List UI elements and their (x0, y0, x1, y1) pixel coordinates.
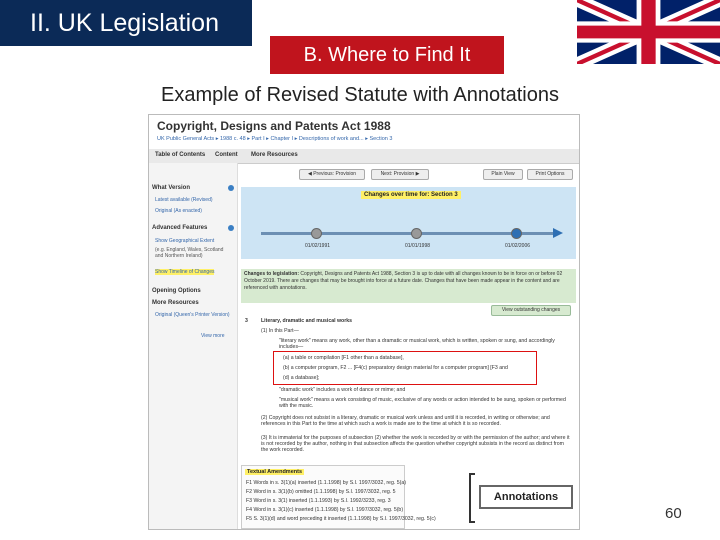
next-provision-button[interactable]: Next: Provision ▶ (371, 169, 429, 180)
breadcrumb[interactable]: UK Public General Acts ▸ 1988 c. 48 ▸ Part I ▸ Chapter I ▸ Descriptions of work and... ▸ Section 3 (157, 136, 393, 142)
section-line: "musical work" means a work consisting of music, exclusive of any words or action intended to be sung, spoken or performed with the music. (279, 397, 566, 409)
section-number: 3 (245, 318, 248, 324)
latest-version-option[interactable]: Latest available (Revised) (155, 197, 213, 203)
section-line: "dramatic work" includes a work of dance or mime; and (279, 387, 406, 393)
union-jack-flag-icon (577, 0, 720, 64)
section-line: (1) In this Part— (261, 328, 299, 334)
changes-to-legislation-panel (241, 269, 576, 303)
tab-content[interactable]: Content (215, 152, 238, 158)
act-title: Copyright, Designs and Patents Act 1988 (157, 119, 391, 133)
tab-more-resources[interactable]: More Resources (251, 152, 298, 158)
more-resources-heading: More Resources (152, 300, 199, 306)
view-outstanding-changes-button[interactable]: View outstanding changes (491, 305, 571, 316)
original-version-option[interactable]: Original (As enacted) (155, 208, 202, 214)
timeline-date: 01/01/1998 (405, 243, 431, 249)
geo-extent-note: (e.g. England, Wales, Scotland and Northern Ireland) (155, 247, 224, 259)
advanced-features-heading: Advanced Features (152, 225, 208, 231)
timeline-point[interactable] (411, 228, 422, 239)
timeline-date: 01/02/1991 (305, 243, 331, 249)
opening-options-heading: Opening Options (152, 288, 201, 294)
show-timeline-option[interactable]: Show Timeline of Changes (155, 269, 215, 275)
amendment-item[interactable]: F1 Words in s. 3(1)(a) inserted (1.1.1998) by S.I. 1997/3032, reg. 5(a) (246, 480, 406, 486)
section-line: (a) a table or compilation [F1 other than a database], (283, 355, 404, 361)
previous-provision-button[interactable]: ◀ Previous: Provision (299, 169, 365, 180)
timeline-point-current[interactable] (511, 228, 522, 239)
tab-table-of-contents[interactable]: Table of Contents (155, 152, 206, 158)
amendment-item[interactable]: F2 Word in s. 3(1)(b) omitted (1.1.1998) by S.I. 1997/3032, reg. 5 (246, 489, 396, 495)
act-header (149, 115, 579, 151)
textual-amendments-box (241, 465, 436, 529)
textual-amendments-heading: Textual Amendments (247, 469, 303, 475)
section-heading: Literary, dramatic and musical works (261, 318, 353, 324)
timeline-point[interactable] (311, 228, 322, 239)
changes-text: Copyright, Designs and Patents Act 1988, Section 3 is up to date with all changes known to be in force on or before 02 October 2019. There are changes that may be brought into force at a future date. Changes that have been made appear in the content and are referenced with annotations. (244, 271, 563, 291)
section-line: (2) Copyright does not subsist in a literary, dramatic or musical work unless and until it is recorded, in writing or otherwise; and references in this Part to the time at which such a work is made are to the time at which it is so recorded. (261, 415, 550, 427)
amendment-item[interactable]: F4 Word in s. 3(1)(c) inserted (1.1.1998) by S.I. 1997/3032, reg. 5(b) (246, 507, 404, 513)
section-line: (3) It is immaterial for the purposes of subsection (2) whether the work is recorded by or with the permission of the author; and where it is not recorded by the author, nothing in that subsection affects the question whether copyright subsists in the record as distinct from the work recorded. (261, 435, 570, 453)
help-icon[interactable] (228, 225, 234, 231)
queens-printer-link[interactable]: Original (Queen's Printer Version) (155, 312, 230, 318)
help-icon[interactable] (228, 185, 234, 191)
slide-subtitle: B. Where to Find It (270, 36, 504, 74)
section-line: (b) a computer program, F2 ... [F4(c) preparatory design material for a computer program] [F3 and (283, 365, 508, 371)
timeline-date: 01/02/2006 (505, 243, 531, 249)
timeline-of-changes (241, 187, 576, 259)
sidebar (149, 163, 238, 529)
plain-view-button[interactable]: Plain View (483, 169, 523, 180)
annotations-callout: Annotations (479, 485, 573, 509)
what-version-heading: What Version (152, 185, 191, 191)
section-line: "literary work" means any work, other than a dramatic or musical work, which is written, spoken or sung, and accordingly includes— (279, 338, 555, 350)
timeline-label: Changes over time for: Section 3 (361, 191, 461, 199)
section-line: (d) a database]; (283, 375, 320, 381)
amendment-item[interactable]: F5 S. 3(1)(d) and word preceding it inserted (1.1.1998) by S.I. 1997/3032, reg. 5(c) (246, 516, 436, 522)
amendment-item[interactable]: F3 Word in s. 3(1) inserted (1.1.1993) by S.I. 1992/3233, reg. 3 (246, 498, 391, 504)
print-options-button[interactable]: Print Options (527, 169, 573, 180)
slide-caption: Example of Revised Statute with Annotations (160, 84, 559, 106)
timeline-arrow-icon (553, 228, 563, 238)
page-number: 60 (665, 505, 682, 522)
view-more-link[interactable]: View more (201, 333, 225, 339)
show-geo-extent-option[interactable]: Show Geographical Extent (155, 238, 215, 244)
legislation-screenshot (148, 114, 580, 530)
slide-title: II. UK Legislation (0, 0, 252, 46)
changes-heading: Changes to legislation: (244, 271, 300, 277)
content-tabs (149, 149, 579, 164)
